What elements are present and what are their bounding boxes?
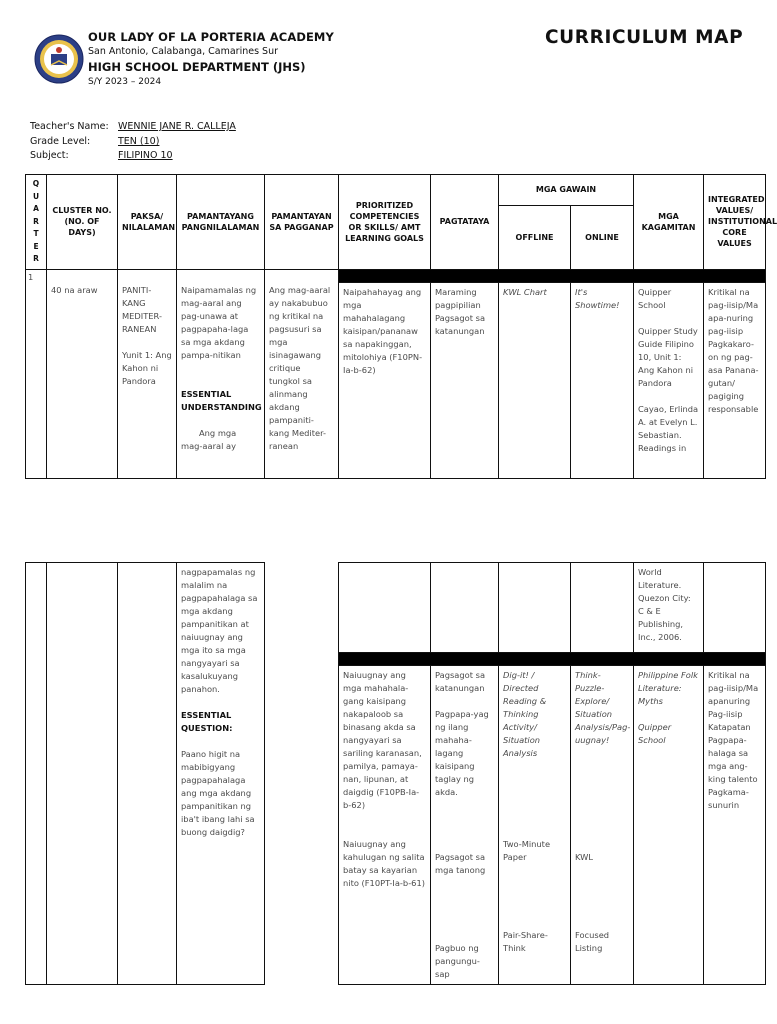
offline-cell-2: Dig-it! / Directed Reading & Thinking Activity/ Situation Analysis Two-Minute Paper Pair-Share-Think <box>499 666 571 985</box>
content-standard-cont: nagpapamalas ng malalim na pagpapahalaga sa mga akdang pampanitikan at naiuugnay ang mga ito sa mga nangyayari sa kasalukuyang panahon. ESSENTIAL QUESTION: Paano higit na mabibigyang pagpapahalaga ang mga akdang pampanitikan ng iba't ibang lahi sa buong daigdig? <box>177 563 265 985</box>
pagtataya-cell: Maraming pagpipilian Pagsagot sa katanungan <box>431 282 499 478</box>
performance-standard-cell: Ang mag-aaral ay nakabubuo ng kritikal na pagsusuri sa mga isinagawang critique tungkol sa alinmang akdang pampaniti-kang Mediter-ranean <box>265 269 339 478</box>
cluster-cell: 40 na araw <box>47 269 118 478</box>
online-empty <box>571 563 634 653</box>
values-empty <box>704 563 766 653</box>
school-name: OUR LADY OF LA PORTERIA ACADEMY <box>88 30 334 44</box>
col-cluster: CLUSTER NO. (NO. OF DAYS) <box>47 175 118 270</box>
paksa-cell: PANITI-KANG MEDITER-RANEAN Yunit 1: Ang Kahon ni Pandora <box>118 269 177 478</box>
school-year: S/Y 2023 – 2024 <box>88 77 162 87</box>
subject-name: FILIPINO 10 <box>118 150 173 161</box>
online-cell: It's Showtime! <box>571 282 634 478</box>
col-pamantayang-pangnilalaman: PAMANTAYANG PANGNILALAMAN <box>177 175 265 270</box>
values-cell-2: Kritikal na pag-iisip/Ma apanuring Pag-iisip Katapatan Pagpapa-halaga sa mga ang-king talento Pagkama-sunurin <box>704 666 766 985</box>
competency-cell: Naipahahayag ang mga mahahalagang kaisipan/pananaw sa napakinggan, mitolohiya (F10PN-Ia-b-62) <box>339 282 431 478</box>
col-online: ONLINE <box>571 205 634 269</box>
grade-level: TEN (10) <box>118 136 160 147</box>
offline-cell: KWL Chart <box>499 282 571 478</box>
grade-label: Grade Level: <box>30 136 91 147</box>
competency-empty <box>339 563 431 653</box>
paksa-cell-cont <box>118 563 177 985</box>
divider-bar <box>339 269 766 282</box>
pagtataya-cell-2: Pagsagot sa katanungan Pagpapa-yag ng ilang mahaha-lagang kaisipang taglay ng akda. Pagsagot sa mga tanong Pagbuo ng pangungu-sap <box>431 666 499 985</box>
performance-standard-cont <box>265 563 339 985</box>
content-standard-cell: Naipamamalas ng mag-aaral ang pag-unawa at pagpapaha-laga sa mga akdang pampa-nitikan ESSENTIAL UNDERSTANDING Ang mga mag-aaral ay <box>177 269 265 478</box>
curriculum-table-part-1 <box>25 174 777 479</box>
school-seal-logo <box>34 34 84 84</box>
teacher-label: Teacher's Name: <box>30 121 109 132</box>
col-quarter: Q U A R T E R <box>26 175 47 270</box>
col-kagamitan: MGA KAGAMITAN <box>634 175 704 270</box>
quarter-cell-cont <box>26 563 47 985</box>
kagamitan-cell-2: Philippine Folk Literature: Myths Quipper School <box>634 666 704 985</box>
col-paksa: PAKSA/ NILALAMAN <box>118 175 177 270</box>
offline-empty <box>499 563 571 653</box>
teacher-name: WENNIE JANE R. CALLEJA <box>118 121 236 132</box>
online-cell-2: Think-Puzzle-Explore/ Situation Analysis/Pag-uugnay! KWL Focused Listing <box>571 666 634 985</box>
pagtataya-empty <box>431 563 499 653</box>
col-values: INTEGRATED VALUES/ INSTITUTIONAL CORE VALUES <box>704 175 766 270</box>
quarter-cell: 1 <box>26 269 47 478</box>
kagamitan-cell: Quipper School Quipper Study Guide Filipino 10, Unit 1: Ang Kahon ni Pandora Cayao, Erlinda A. at Evelyn L. Sebastian. Readings in <box>634 282 704 478</box>
school-address: San Antonio, Calabanga, Camarines Sur <box>88 46 279 57</box>
divider-bar-2 <box>339 653 766 666</box>
competency-cell-2: Naiuugnay ang mga mahahala-gang kaisipang nakapaloob sa binasang akda sa nangyayari sa sariling karanasan, pamilya, pamaya-nan, lipunan, at daigdig (F10PB-Ia-b-62) Naiuugnay ang kahulugan ng salita batay sa kayarian nito (F10PT-Ia-b-61) <box>339 666 431 985</box>
col-pagtataya: PAGTATAYA <box>431 175 499 270</box>
curriculum-table-part-2 <box>25 562 766 985</box>
col-pamantayan-sa-pagganap: PAMANTAYAN SA PAGGANAP <box>265 175 339 270</box>
col-competencies: PRIORITIZED COMPETENCIES OR SKILLS/ AMT LEARNING GOALS <box>339 175 431 270</box>
cluster-cell-cont <box>47 563 118 985</box>
col-mga-gawain: MGA GAWAIN <box>499 175 634 206</box>
document-title: CURRICULUM MAP <box>545 27 744 48</box>
subject-label: Subject: <box>30 150 69 161</box>
col-offline: OFFLINE <box>499 205 571 269</box>
school-department: HIGH SCHOOL DEPARTMENT (JHS) <box>88 60 306 74</box>
kagamitan-cont: World Literature. Quezon City: C & E Publishing, Inc., 2006. <box>634 563 704 653</box>
values-cell: Kritikal na pag-iisip/Ma apa-nuring pag-iisip Pagkakaro-on ng pag-asa Panana-gutan/ pagiging responsable <box>704 282 766 478</box>
